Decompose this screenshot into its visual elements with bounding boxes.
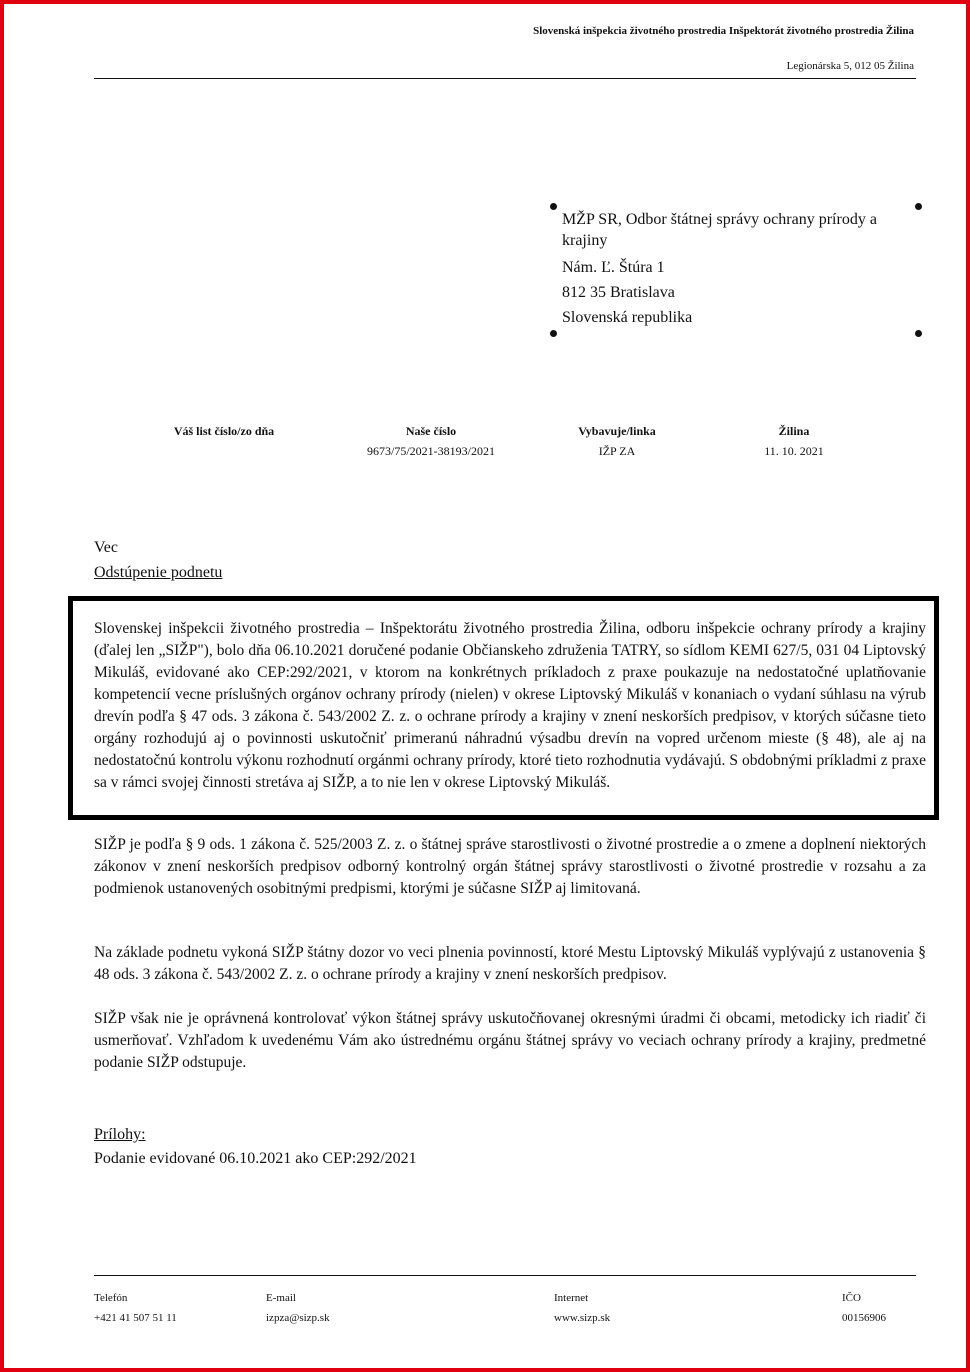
- footer-internet-label: Internet: [554, 1292, 589, 1304]
- address-corner-mark-bl: [550, 330, 557, 337]
- attachments-label: Prílohy:: [94, 1126, 146, 1143]
- recipient-country: Slovenská republika: [562, 309, 693, 326]
- footer-internet-value: www.sizp.sk: [554, 1312, 611, 1324]
- footer-phone-value: +421 41 507 51 11: [94, 1312, 177, 1324]
- body-paragraph-3: Na základe podnetu vykoná SIŽP štátny dozor vo veci plnenia povinností, ktoré Mestu Liptovský Mikuláš vyplývajú z ustanovenia § 48 ods. 3 zákona č. 543/2002 Z. z. o ochrane prírody a krajiny v znení neskorších predpisov.: [94, 944, 926, 983]
- ref-your-letter-label: Váš list číslo/zo dňa: [173, 424, 275, 438]
- recipient-city: 812 35 Bratislava: [562, 284, 675, 301]
- address-corner-mark-tl: [550, 203, 557, 210]
- body-paragraph-4: SIŽP však nie je oprávnená kontrolovať výkon štátnej správy uskutočňovanej okresnými úradmi či obcami, metodicky ich riadiť či usmerňovať. Vzhľadom k uvedenému Vám ako ústrednému orgánu štátnej správy vo veciach ochrany prírody a krajiny, predmetné podanie SIŽP odstupuje.: [94, 1010, 926, 1071]
- ref-our-number-label: Naše číslo: [405, 424, 457, 438]
- ref-our-number: [331, 424, 531, 459]
- header-divider: [94, 78, 916, 79]
- footer-internet: [554, 1288, 610, 1328]
- footer-ico-value: 00156906: [842, 1312, 886, 1324]
- subject-text: Odstúpenie podnetu: [94, 564, 223, 581]
- footer-email-label: E-mail: [266, 1292, 296, 1304]
- body-paragraph-1: Slovenskej inšpekcii životného prostredia – Inšpektorátu životného prostredia Žilina, odboru inšpekcie ochrany prírody a krajiny (ďalej len „SIŽP"), bolo dňa 06.10.2021 doručené podanie Občianskeho združenia TATRY, so sídlom KEMI 627/5, 031 04 Liptovský Mikuláš, evidované ako CEP:292/2021, v ktorom na konkrétnych príkladoch z praxe poukazuje na nedostatočné uplatňovanie kompetencií vecne príslušných orgánov ochrany prírody (nielen) v okrese Liptovský Mikuláš v konaniach o vydaní súhlasu na výrub drevín podľa § 47 ods. 3 zákona č. 543/2002 Z. z. o ochrane prírody a krajiny v znení neskorších predpisov, v ktorých súčasne tieto orgány rozhodujú aj o povinnosti uskutočniť primeranú náhradnú výsadbu drevín na vopred určenom mieste (§ 48), ale aj na nedostatočnú kontrolu výkonu rozhodnutí orgánmi ochrany prírody, ktoré tieto rozhodnutia vydávajú. S obdobnými príkladmi z praxe sa v rámci svojej činnosti stretáva aj SIŽP, a to nie len v okrese Liptovský Mikuláš.: [94, 620, 926, 791]
- recipient-name: MŽP SR, Odbor štátnej správy ochrany prírody a krajiny: [562, 211, 877, 249]
- header-organization: Slovenská inšpekcia životného prostredia Inšpektorát životného prostredia Žilina: [533, 25, 914, 37]
- footer-divider: [94, 1275, 916, 1276]
- ref-place-date: [744, 424, 844, 459]
- subject-label: Vec: [94, 539, 118, 556]
- body-paragraph-2: SIŽP je podľa § 9 ods. 1 zákona č. 525/2003 Z. z. o štátnej správe starostlivosti o životné prostredie a o zmene a doplnení niektorých zákonov v znení neskorších predpisov odborný kontrolný orgán štátnej správy starostlivosti o životné prostredie v rozsahu a za podmienok ustanovených osobitnými predpismi, ktorými je súčasne SIŽP aj limitovaná.: [94, 836, 926, 897]
- recipient-street: Nám. Ľ. Štúra 1: [562, 259, 665, 276]
- ref-your-letter: [144, 424, 304, 444]
- attachments-text: Podanie evidované 06.10.2021 ako CEP:292/2021: [94, 1150, 417, 1167]
- footer-phone-label: Telefón: [94, 1292, 128, 1304]
- ref-handled-by-value: IŽP ZA: [598, 444, 636, 458]
- recipient-address: [562, 209, 924, 330]
- footer-ico-label: IČO: [842, 1292, 861, 1304]
- address-corner-mark-br: [915, 330, 922, 337]
- ref-our-number-value: 9673/75/2021-38193/2021: [367, 444, 495, 458]
- ref-date-value: 11. 10. 2021: [764, 444, 824, 458]
- footer-ico: [842, 1288, 886, 1328]
- ref-handled-by: [557, 424, 677, 459]
- footer-phone: [94, 1288, 177, 1328]
- ref-handled-by-label: Vybavuje/linka: [578, 424, 656, 438]
- footer-email: [266, 1288, 330, 1328]
- footer-email-value: izpza@sizp.sk: [266, 1312, 330, 1324]
- ref-place-label: Žilina: [778, 424, 810, 438]
- header-address: Legionárska 5, 012 05 Žilina: [786, 60, 914, 72]
